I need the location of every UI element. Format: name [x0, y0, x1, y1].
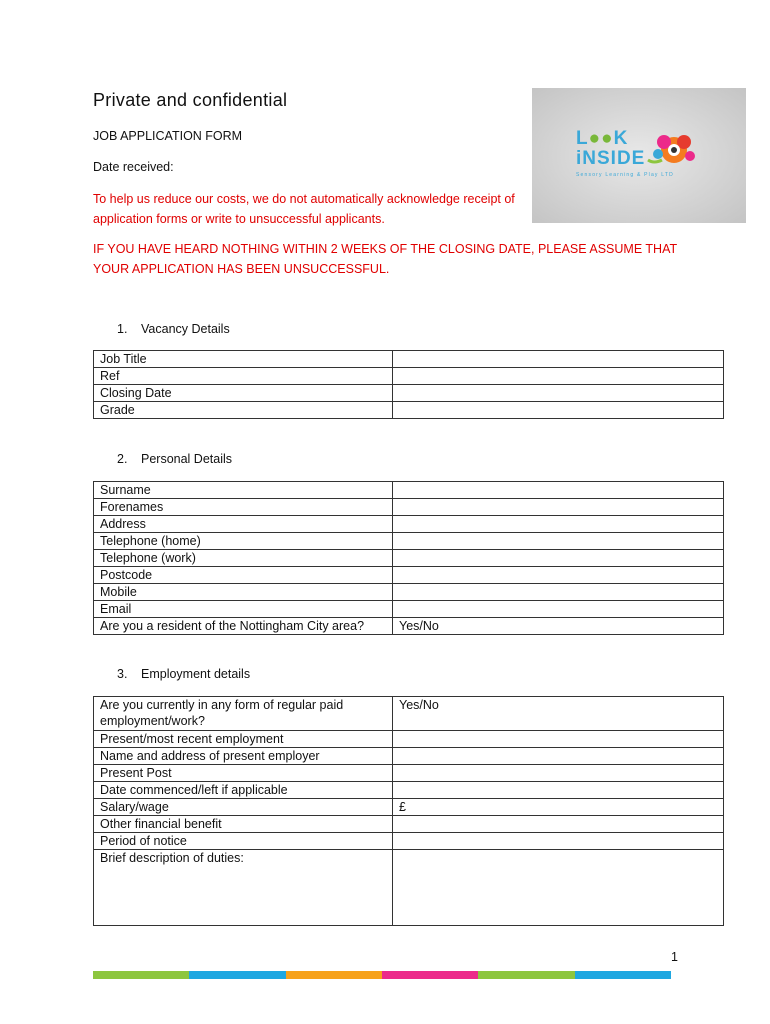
- vacancy-table: [93, 350, 724, 419]
- field-value[interactable]: [393, 748, 724, 765]
- section-heading-employment: [117, 667, 250, 681]
- logo-eyes-icon: ●●: [588, 128, 614, 149]
- table-row: [94, 816, 724, 833]
- field-value[interactable]: Yes/No: [393, 618, 724, 635]
- field-label: Job Title: [94, 351, 393, 368]
- cost-notice: To help us reduce our costs, we do not automatically acknowledge receipt of application forms or write to unsuccessful applicants.: [93, 192, 515, 226]
- field-value[interactable]: [393, 385, 724, 402]
- field-label: Telephone (work): [94, 550, 393, 567]
- footer-color-bar: [93, 971, 671, 979]
- table-row: [94, 782, 724, 799]
- table-row: [94, 368, 724, 385]
- field-label: Surname: [94, 482, 393, 499]
- table-row: [94, 499, 724, 516]
- field-label: Other financial benefit: [94, 816, 393, 833]
- table-row: [94, 833, 724, 850]
- field-value[interactable]: [393, 833, 724, 850]
- table-row: [94, 550, 724, 567]
- field-value[interactable]: Yes/No: [393, 697, 724, 731]
- date-received-label: Date received:: [93, 160, 174, 174]
- table-row: [94, 697, 724, 731]
- field-label: Telephone (home): [94, 533, 393, 550]
- field-label: Are you currently in any form of regular paid employment/work?: [94, 697, 393, 731]
- logo-inside-text: iNSIDE: [576, 148, 646, 169]
- table-row: [94, 850, 724, 926]
- logo-letter-l: L: [576, 128, 589, 149]
- color-bar-segment: [93, 971, 189, 979]
- section-title: Vacancy Details: [141, 322, 230, 336]
- table-row: [94, 351, 724, 368]
- field-label: Postcode: [94, 567, 393, 584]
- field-label: Date commenced/left if applicable: [94, 782, 393, 799]
- field-label: Period of notice: [94, 833, 393, 850]
- field-label: Are you a resident of the Nottingham City area?: [94, 618, 393, 635]
- field-label: Name and address of present employer: [94, 748, 393, 765]
- field-label: Address: [94, 516, 393, 533]
- page-title: Private and confidential: [93, 90, 288, 110]
- table-row: [94, 402, 724, 419]
- field-label: Salary/wage: [94, 799, 393, 816]
- field-value[interactable]: [393, 482, 724, 499]
- field-value[interactable]: [393, 584, 724, 601]
- table-row: [94, 748, 724, 765]
- color-bar-segment: [382, 971, 478, 979]
- field-label: Present/most recent employment: [94, 731, 393, 748]
- logo-tagline: Sensory Learning & Play LTD: [576, 172, 674, 178]
- table-row: [94, 385, 724, 402]
- section-number: 2.: [117, 452, 128, 466]
- table-row: [94, 482, 724, 499]
- field-label: Mobile: [94, 584, 393, 601]
- field-value[interactable]: [393, 782, 724, 799]
- logo-look-text: [576, 128, 628, 150]
- section-title: Employment details: [141, 667, 251, 681]
- section-number: 1.: [117, 322, 128, 336]
- field-label: Email: [94, 601, 393, 618]
- table-row: [94, 584, 724, 601]
- personal-details-table: [93, 481, 724, 635]
- field-value[interactable]: [393, 550, 724, 567]
- color-bar-segment: [189, 971, 285, 979]
- table-row: [94, 765, 724, 782]
- field-label: Forenames: [94, 499, 393, 516]
- unsuccessful-notice: IF YOU HAVE HEARD NOTHING WITHIN 2 WEEKS OF THE CLOSING DATE, PLEASE ASSUME THAT YOUR APPLICATION HAS BEEN UNSUCCESSFUL.: [93, 242, 677, 276]
- field-value[interactable]: £: [393, 799, 724, 816]
- field-value[interactable]: [393, 516, 724, 533]
- field-value[interactable]: [393, 601, 724, 618]
- field-value[interactable]: [393, 765, 724, 782]
- field-label: Ref: [94, 368, 393, 385]
- section-number: 3.: [117, 667, 128, 681]
- section-heading-personal: [117, 452, 232, 466]
- form-name: JOB APPLICATION FORM: [93, 129, 243, 143]
- table-row: [94, 516, 724, 533]
- field-value[interactable]: [393, 533, 724, 550]
- paint-splash-icon: [644, 130, 704, 170]
- color-bar-segment: [286, 971, 382, 979]
- employment-details-table: [93, 696, 724, 926]
- color-bar-segment: [478, 971, 574, 979]
- field-value[interactable]: [393, 567, 724, 584]
- field-label: Closing Date: [94, 385, 393, 402]
- table-row: [94, 799, 724, 816]
- field-value[interactable]: [393, 351, 724, 368]
- field-label: Grade: [94, 402, 393, 419]
- field-value[interactable]: [393, 850, 724, 926]
- field-label: Present Post: [94, 765, 393, 782]
- field-value[interactable]: [393, 731, 724, 748]
- logo-letter-k: K: [613, 128, 629, 149]
- section-title: Personal Details: [141, 452, 233, 466]
- field-value[interactable]: [393, 402, 724, 419]
- field-label: Brief description of duties:: [94, 850, 393, 926]
- field-value[interactable]: [393, 816, 724, 833]
- table-row: [94, 618, 724, 635]
- color-bar-segment: [575, 971, 671, 979]
- table-row: [94, 567, 724, 584]
- field-value[interactable]: [393, 368, 724, 385]
- table-row: [94, 731, 724, 748]
- section-heading-vacancy: [117, 322, 230, 336]
- field-value[interactable]: [393, 499, 724, 516]
- table-row: [94, 601, 724, 618]
- table-row: [94, 533, 724, 550]
- page-number: 1: [671, 950, 678, 964]
- company-logo: [532, 88, 746, 223]
